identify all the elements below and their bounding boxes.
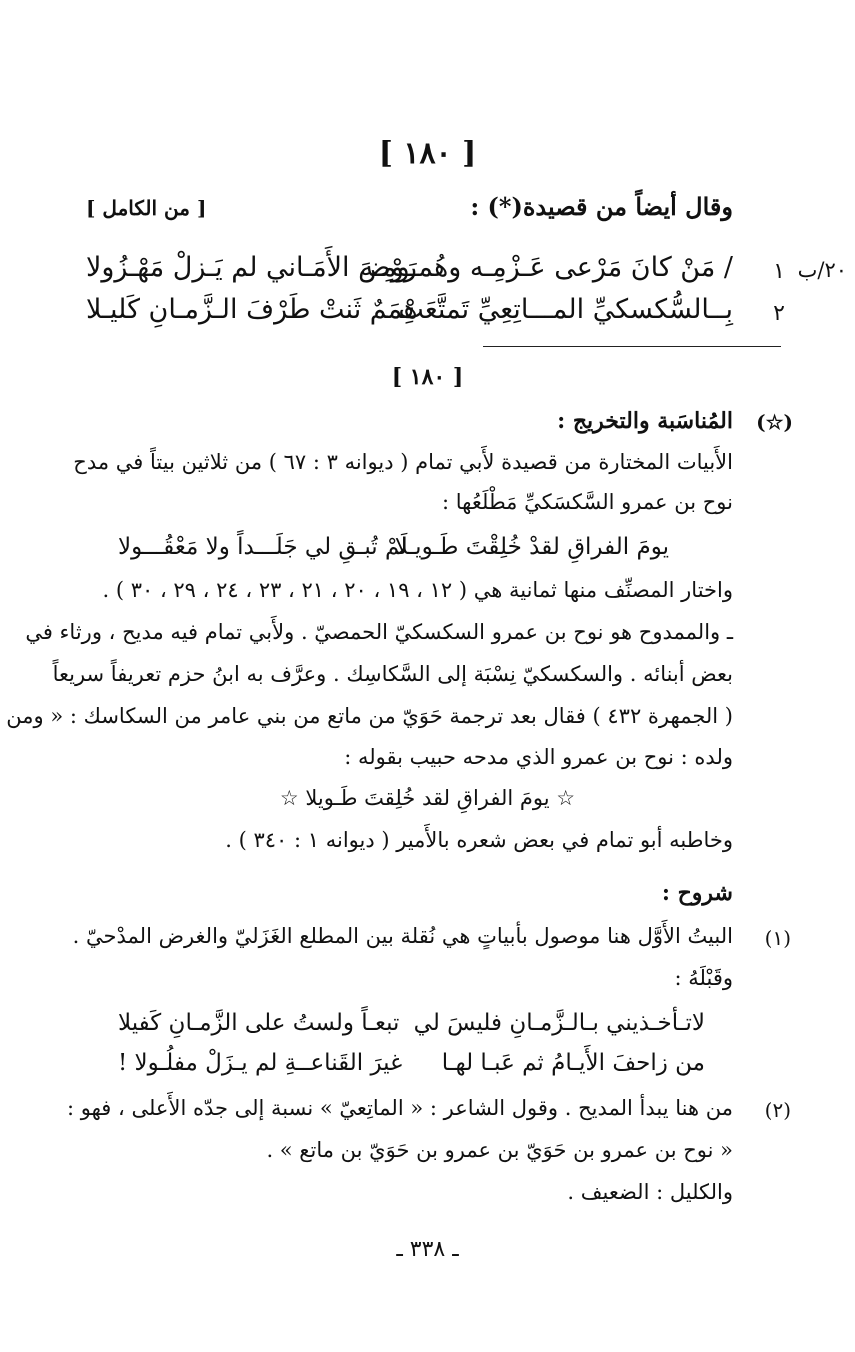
commentary-line: من هنا يبدأ المديح . وقول الشاعر : « الماتِعيّ » نسبة إلى جدّه الأَعلى ، فهو : bbox=[67, 1096, 733, 1120]
commentary-verse-second: غيرَ القَناعــةِ لم يـزَلْ مفلُـولا ! bbox=[118, 1050, 403, 1076]
note-line: بعض أبنائه . والسكسكيّ نِسْبَة إلى السَّكاسِك . وعرَّف به ابنُ حزم تعريفاً سريعاً bbox=[52, 662, 733, 686]
commentary-line: « نوح بن عمرو بن حَوَيّ بن عمرو بن حَوَيّ بن ماتع » . bbox=[266, 1138, 733, 1162]
notes-heading: المُناسَبة والتخريج : bbox=[557, 408, 733, 434]
section-title: [ ١٨٠ ] bbox=[378, 136, 477, 171]
commentary-verse-first: من زاحفَ الأَيـامُ ثم عَبـا لهـا bbox=[441, 1050, 705, 1076]
commentary-line: وقَبْلَهُ : bbox=[674, 966, 733, 990]
verse-number: ٢ bbox=[773, 301, 785, 326]
note-line: وخاطبه أبو تمام في بعض شعره بالأَمير ( ديوانه ١ : ٣٤٠ ) . bbox=[225, 828, 733, 852]
commentary-number: (١) bbox=[764, 926, 791, 950]
starred-quote: ☆ يومَ الفراقِ لقد خُلِقتَ طَـويلا ☆ bbox=[279, 786, 576, 810]
note-line: نوح بن عمرو السَّكسَكيِّ مَطْلَعُها : bbox=[442, 490, 733, 514]
verse-number: ١ bbox=[773, 259, 785, 284]
meter-label: [ من الكامل ] bbox=[86, 196, 207, 220]
notes-section-number: [ ١٨٠ ] bbox=[391, 364, 464, 390]
footnote-star-marker: (☆) bbox=[756, 410, 793, 434]
manuscript-folio-ref: ٢٠/ب bbox=[797, 258, 847, 282]
commentary-verse-second: تبعـاً ولستُ على الزَّمـانِ كَفيلا bbox=[118, 1010, 400, 1036]
verse-first-hemistich: بِــالسُّكسكيِّ المـــاتِعِيِّ تَمتَّعَتْ bbox=[398, 294, 733, 325]
commentary-verse-first: لاتـأخـذيني بـالـزَّمـانِ فليسَ لي bbox=[413, 1010, 705, 1036]
quoted-verse-second: لَمْ تُبـقِ لي جَلَـــداً ولا مَعْقُـــولا bbox=[118, 534, 408, 560]
page-number: ـ ٣٣٨ ـ bbox=[396, 1237, 459, 1262]
verse-first-hemistich: / مَنْ كانَ مَرْعى عَـزْمِـه وهُمـومِـه bbox=[359, 252, 733, 283]
commentary-line: البيتُ الأَوَّل هنا موصول بأبياتٍ هي نُقلة بين المطلع الغَزَليّ والغرض المدْحيّ . bbox=[72, 924, 733, 948]
note-line: واختار المصنِّف منها ثمانية هي ( ١٢ ، ١٩ ، ٢٠ ، ٢١ ، ٢٣ ، ٢٤ ، ٢٩ ، ٣٠ ) . bbox=[102, 578, 733, 602]
commentary-line: والكليل : الضعيف . bbox=[567, 1180, 733, 1204]
note-line: ( الجمهرة ٤٣٢ ) فقال بعد ترجمة حَوَيّ من ماتع من بني عامر من السكاسك : « ومن bbox=[6, 704, 733, 728]
footnote-separator bbox=[483, 346, 781, 347]
note-line: الأَبيات المختارة من قصيدة لأَبي تمام ( ديوانه ٣ : ٦٧ ) من ثلاثين بيتاً في مدح bbox=[73, 450, 733, 474]
commentary-heading: شروح : bbox=[661, 880, 733, 906]
note-line: ـ والممدوح هو نوح بن عمرو السكسكيّ الحمصيّ . ولأَبي تمام فيه مديح ، ورثاء في bbox=[25, 620, 733, 644]
commentary-number: (٢) bbox=[764, 1098, 791, 1122]
note-line: ولده : نوح بن عمرو الذي مدحه حبيب بقوله : bbox=[344, 745, 733, 769]
verse-second-hemistich: رَوْضَ الأَمَـاني لم يَـزلْ مَهْـزُولا bbox=[86, 252, 417, 283]
poem-intro: وقال أيضاً من قصيدة(*) : bbox=[470, 192, 733, 221]
quoted-verse-first: يومَ الفراقِ لقدْ خُلِقْتَ طَـويـلا bbox=[394, 534, 669, 560]
verse-second-hemistich: هِمَمٌ ثَنتْ طَرْفَ الـزَّمـانِ كَليـلا bbox=[86, 294, 418, 325]
